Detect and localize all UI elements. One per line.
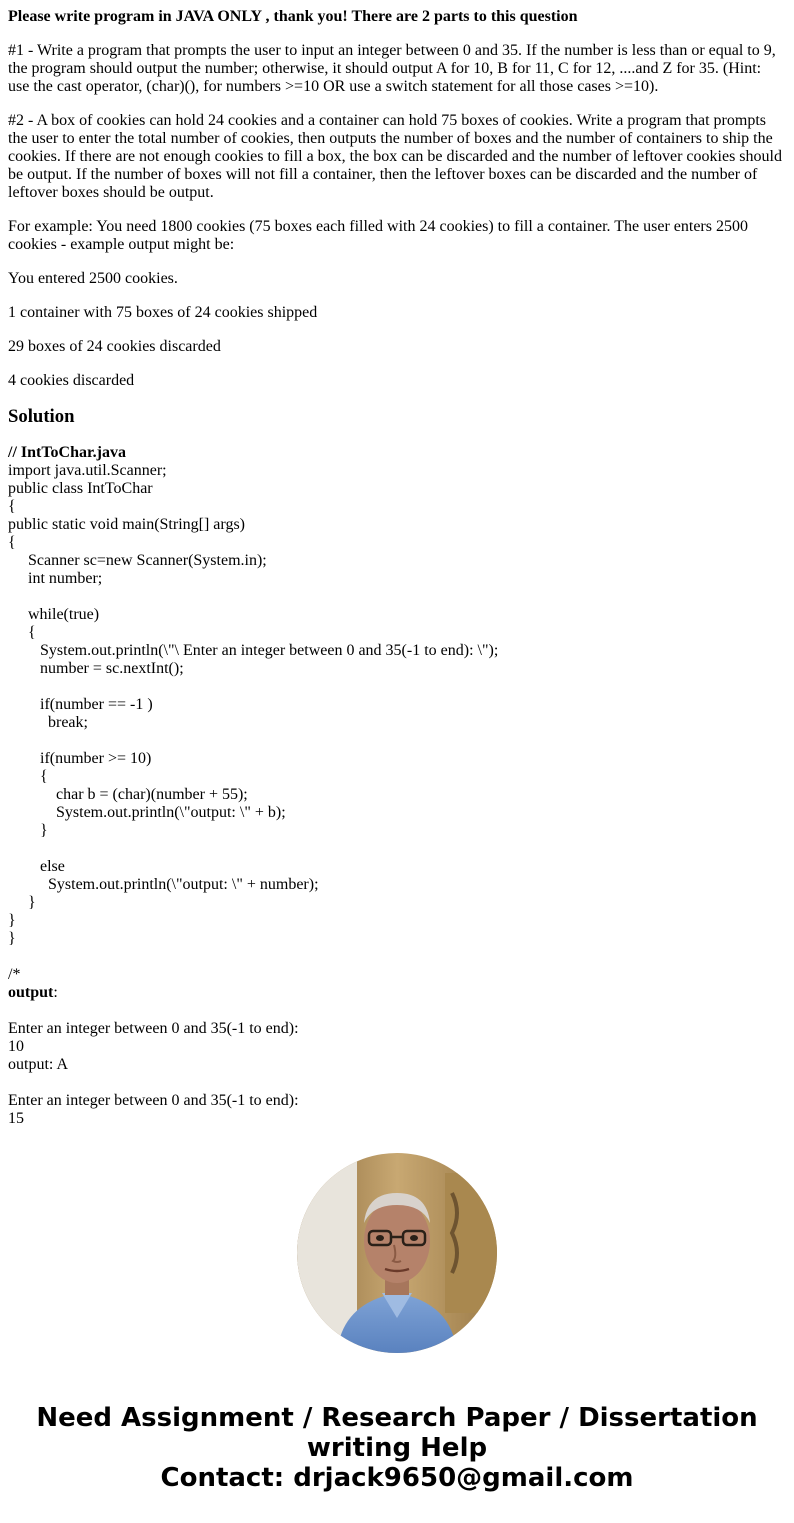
code-line [8, 840, 786, 858]
code-line: System.out.println(\"\ Enter an integer between 0 and 35(-1 to end): \"); [8, 642, 499, 659]
question-part-1: #1 - Write a program that prompts the user to input an integer between 0 and 35. If the number is less than or equal to 9, the program should output the number; otherwise, it should output A for 10, B for 11, C for 12, ....and Z for 35. (Hint: use the cast operator, (char)(), for numbers >=10 OR use a switch statement for all those cases >=10). [8, 42, 776, 95]
code-line [8, 678, 786, 696]
question-part-2: #2 - A box of cookies can hold 24 cookies and a container can hold 75 boxes of cookies. Write a program that prompts the user to enter the total number of cookies, then outputs the number of boxes and the number of containers to ship the cookies. If there are not enough cookies to fill a box, the box can be discarded and the number of leftover cookies should be output. If the number of boxes will not fill a container, then the leftover boxes can be discarded and the number of leftover boxes should be output. [8, 112, 782, 201]
code-line: } [8, 822, 48, 839]
output-line: Enter an integer between 0 and 35(-1 to end): [8, 1092, 299, 1109]
footer-line-2: writing Help [306, 1433, 488, 1463]
output-line: output: A [8, 1056, 69, 1073]
question-title: Please write program in JAVA ONLY , thank you! There are 2 parts to this question [8, 8, 578, 25]
code-line: char b = (char)(number + 55); [8, 786, 248, 803]
footer-contact: Contact: drjack9650@gmail.com [160, 1463, 634, 1493]
footer-banner [0, 1403, 794, 1493]
code-line: System.out.println(\"output: \" + b); [8, 804, 286, 821]
code-line: } [8, 930, 16, 947]
code-line: if(number == -1 ) [8, 696, 153, 713]
code-line: Scanner sc=new Scanner(System.in); [8, 552, 267, 569]
code-line: System.out.println(\"output: \" + number); [8, 876, 319, 893]
code-line [8, 588, 786, 606]
example-line: You entered 2500 cookies. [8, 270, 178, 287]
code-line: while(true) [8, 606, 100, 623]
code-line: { [8, 624, 36, 641]
code-line: public class IntToChar [8, 480, 153, 497]
code-line [8, 732, 786, 750]
code-line: { [8, 768, 48, 785]
code-line: break; [8, 714, 88, 731]
code-line: if(number >= 10) [8, 750, 152, 767]
output-line: 15 [8, 1110, 24, 1127]
code-line [8, 1002, 786, 1020]
solution-heading: Solution [8, 406, 75, 427]
output-line: Enter an integer between 0 and 35(-1 to end): [8, 1020, 299, 1037]
code-line: int number; [8, 570, 103, 587]
code-line: import java.util.Scanner; [8, 462, 167, 479]
code-line: } [8, 912, 16, 929]
code-line [8, 948, 786, 966]
code-line: { [8, 498, 16, 515]
example-intro: For example: You need 1800 cookies (75 boxes each filled with 24 cookies) to fill a container. The user enters 2500 cookies - example output might be: [8, 218, 748, 253]
example-line: 1 container with 75 boxes of 24 cookies shipped [8, 304, 318, 321]
comment-open: /* [8, 966, 21, 983]
author-photo [297, 1153, 497, 1353]
code-line: public static void main(String[] args) [8, 516, 245, 533]
code-line: { [8, 534, 16, 551]
output-label: output [8, 984, 54, 1001]
example-line: 29 boxes of 24 cookies discarded [8, 338, 221, 355]
code-file-title: // IntToChar.java [8, 444, 126, 461]
code-line: number = sc.nextInt(); [8, 660, 184, 677]
code-line [8, 1074, 786, 1092]
output-colon: : [53, 984, 58, 1001]
output-line: 10 [8, 1038, 24, 1055]
code-line: else [8, 858, 65, 875]
solution-code [8, 444, 786, 1128]
code-line: } [8, 894, 36, 911]
example-line: 4 cookies discarded [8, 372, 135, 389]
footer-line-1: Need Assignment / Research Paper / Dissertation [36, 1403, 758, 1433]
document-content [8, 8, 786, 1128]
output-label-line [8, 984, 786, 1002]
